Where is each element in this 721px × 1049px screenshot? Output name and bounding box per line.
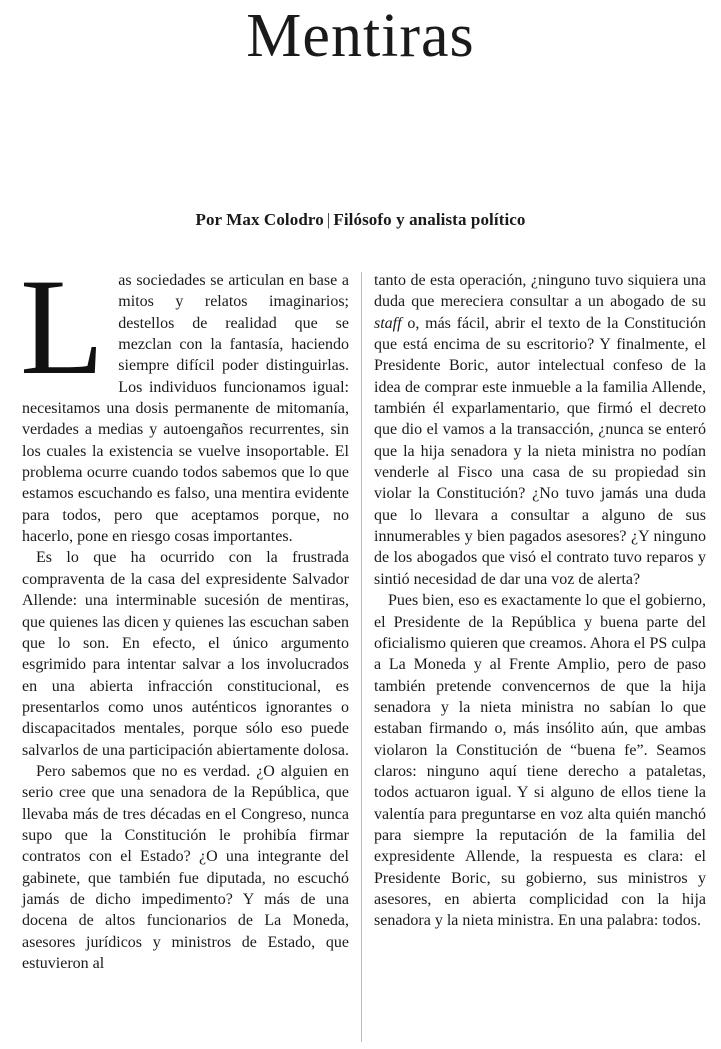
column-divider xyxy=(361,272,362,1042)
paragraph-1 xyxy=(20,250,349,547)
article-column-left xyxy=(20,250,349,974)
italic-staff: staff xyxy=(374,314,402,332)
paragraph-2: Es lo que ha ocurrido con la frustrada compraventa de la casa del expresidente Salvador Allende: una interminable sucesión de mentiras, que quienes las dicen y quienes las escuchan saben que lo son. En efecto, el único argumento esgrimido para intentar salvar a los involucrados en una abierta infracción constitucional, es presentarlos como unos auténticos ignorantes o discapacitados mentales, porque sólo eso puede salvarlos de una participación abiertamente dolosa. xyxy=(22,549,349,759)
paragraph-1-text: as sociedades se articulan en base a mitos y relatos imaginarios; destellos de realidad que se mezclan con la fantasía, haciendo siempre difícil poder distinguirlas. Los individuos funcionamos igual: necesitamos una dosis permanente de mitomanía, verdades a medias y autoengaños recurrentes, sin los cuales la existencia se vuelve insoportable. El problema ocurre cuando todos sabemos que lo que estamos escuchando es falso, una mentira evidente para todos, pero que aceptamos porque, no hacerlo, pone en riesgo cosas importantes. xyxy=(22,272,349,546)
article-title: Mentiras xyxy=(246,2,475,70)
paragraph-3-continued xyxy=(374,270,706,590)
paragraph-4: Pues bien, eso es exactamente lo que el gobierno, el Presidente de la República y buena parte del oficialismo quieren que creamos. Ahora el PS culpa a La Moneda y al Frente Amplio, pero de paso también pretende convencernos de que la hija senadora y la nieta ministra no sabían lo que estaban firmando o, más insólito aún, que ambas violaron la Constitución de “buena fe”. Seamos claros: ninguno aquí tiene derecho a pataletas, todos actuaron igual. Y si alguno de ellos tiene la valentía para preguntarse en voz alta quién manchó para siempre la reputación de la familia del expresidente Allende, la respuesta es clara: el Presidente Boric, su gobierno, sus ministros y asesores, en abierta complicidad con la hija senadora y la nieta ministra. En una palabra: todos. xyxy=(374,592,706,930)
byline xyxy=(0,209,721,231)
byline-separator: | xyxy=(326,210,331,229)
paragraph-3-continued-text-b: o, más fácil, abrir el texto de la Constitución que está encima de su escritorio? Y finalmente, el Presidente Boric, autor intelectual confeso de la idea de comprar este inmueble a la familia Allende, también él exparlamentario, que firmó el decreto que dio el vamos a la transacción, ¿nunca se enteró que la hija senadora y la nieta ministra no podían venderle al Fisco una casa de su propiedad sin violar la Constitución? ¿No tuvo jamás una duda que lo llevara a consultar a alguno de sus innumerables y bien pagados asesores? ¿Y ninguno de los abogados que visó el contrato tuvo reparos y sintió necesidad de dar una voz de alerta? xyxy=(374,314,706,588)
byline-role: Filósofo y analista político xyxy=(333,210,526,229)
paragraph-3-continued-text-a: tanto de esta operación, ¿ninguno tuvo siquiera una duda que mereciera consultar a un abogado de su xyxy=(374,272,706,311)
paragraph-3: Pero sabemos que no es verdad. ¿O alguien en serio cree que una senadora de la República, que llevaba más de tres décadas en el Congreso, nunca supo que la Constitución le prohibía firmar contratos con el Estado? ¿O una integrante del gabinete, que también fue diputada, no escuchó jamás de dicho impedimento? Y más de una docena de altos funcionarios de La Moneda, asesores jurídicos y ministros de Estado, que estuvieron al xyxy=(22,762,349,972)
drop-cap: L xyxy=(20,250,105,403)
article-column-right xyxy=(374,270,706,932)
byline-author: Por Max Colodro xyxy=(195,210,324,229)
